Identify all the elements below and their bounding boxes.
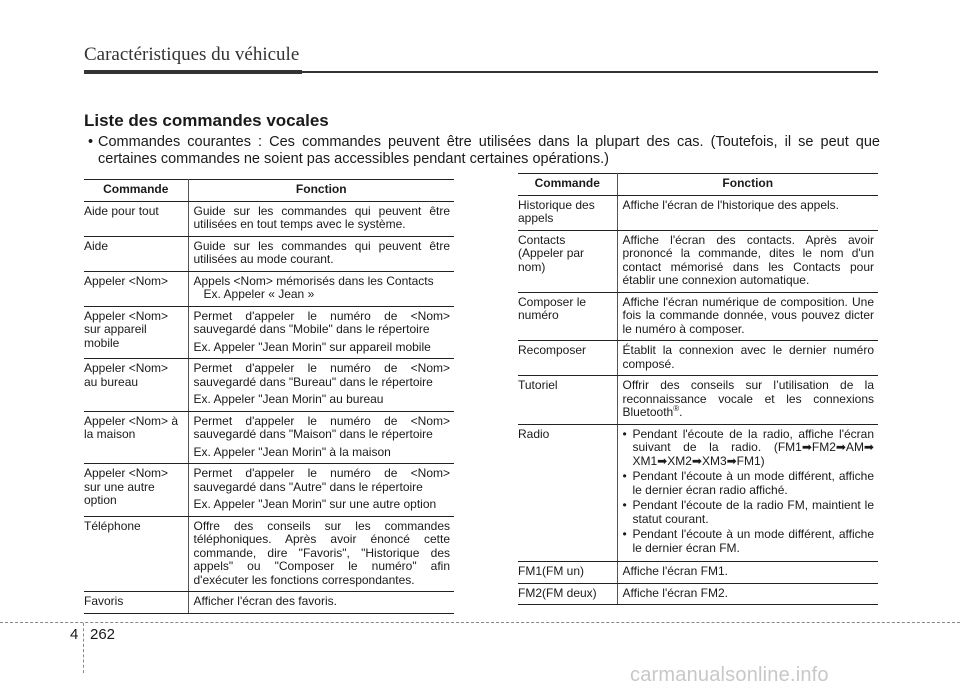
- list-item: [623, 528, 875, 555]
- footer-divider: [0, 622, 960, 623]
- function-cell: [188, 359, 454, 412]
- function-cell: Afficher l'écran des favoris.: [188, 592, 454, 614]
- footer-vertical-divider: [83, 623, 84, 673]
- command-cell: Appeler <Nom> sur une autre option: [84, 464, 188, 517]
- function-cell: Affiche l'écran FM2.: [617, 583, 878, 605]
- function-cell: [617, 424, 878, 562]
- header-function: Fonction: [188, 180, 454, 202]
- table-row: [84, 359, 454, 412]
- function-text-end: .: [679, 405, 683, 419]
- function-cell: [617, 376, 878, 425]
- function-cell: [188, 411, 454, 464]
- command-cell: Téléphone: [84, 516, 188, 592]
- bullet-dot: •: [622, 426, 627, 441]
- function-cell: Affiche l'écran des contacts. Après avoir prononcé la commande, dites le nom d'un contact mémorisé dans les Contacts pour établir une connexion automatique.: [617, 230, 878, 292]
- command-cell: Radio: [518, 424, 617, 562]
- command-cell: Aide: [84, 236, 188, 271]
- command-cell: Appeler <Nom>: [84, 271, 188, 306]
- header-function: Fonction: [617, 174, 878, 196]
- header-underline-thick: [84, 70, 302, 74]
- function-cell: [188, 271, 454, 306]
- intro-paragraph: [88, 134, 880, 168]
- table-row: [84, 306, 454, 359]
- function-text: Permet d'appeler le numéro de <Nom> sauvegardé dans "Autre" dans le répertoire: [193, 466, 450, 494]
- command-cell: Favoris: [84, 592, 188, 614]
- table-row: [84, 271, 454, 306]
- function-cell: Établit la connexion avec le dernier numéro composé.: [617, 341, 878, 376]
- function-example: Ex. Appeler "Jean Morin" à la maison: [193, 444, 391, 459]
- command-cell: Tutoriel: [518, 376, 617, 425]
- intro-text: Commandes courantes : Ces commandes peuvent être utilisées dans la plupart des cas. (Toutefois, il se peut que certaines commandes ne soient pas accessibles pendant certaines opérations.): [98, 134, 880, 167]
- bullet-dot: •: [622, 527, 627, 541]
- command-cell: Appeler <Nom> à la maison: [84, 411, 188, 464]
- list-item-text: Pendant l'écoute à un mode différent, affiche le dernier écran FM.: [632, 527, 874, 555]
- command-cell: Composer le numéro: [518, 292, 617, 341]
- command-cell: FM1(FM un): [518, 562, 617, 584]
- command-cell: Appeler <Nom> sur appareil mobile: [84, 306, 188, 359]
- table-row: [84, 464, 454, 517]
- function-text: Permet d'appeler le numéro de <Nom> sauvegardé dans "Bureau" dans le répertoire: [193, 361, 450, 389]
- bullet-dot: •: [622, 498, 627, 512]
- header-command: Commande: [518, 174, 617, 196]
- list-item-text: Pendant l'écoute de la radio FM, maintient le statut courant.: [632, 498, 874, 526]
- table-row: [518, 424, 878, 562]
- function-text: Permet d'appeler le numéro de <Nom> sauvegardé dans "Maison" dans le répertoire: [193, 413, 450, 441]
- function-example: Ex. Appeler « Jean »: [203, 287, 315, 301]
- page-number: 262: [90, 626, 116, 643]
- function-text: Appels <Nom> mémorisés dans les Contacts: [193, 273, 434, 288]
- function-example: Ex. Appeler "Jean Morin" sur appareil mobile: [193, 339, 431, 354]
- table-row: [84, 516, 454, 592]
- watermark: carmanualsonline.info: [630, 664, 829, 686]
- bullet-dot: •: [622, 469, 627, 483]
- function-cell: [188, 464, 454, 517]
- command-cell: FM2(FM deux): [518, 583, 617, 605]
- table-row: [84, 201, 454, 236]
- table-header-row: [84, 180, 454, 202]
- table-header-row: [518, 174, 878, 196]
- header-title: Caractéristiques du véhicule: [84, 44, 300, 65]
- function-cell: Offre des conseils sur les commandes téléphoniques. Après avoir énoncé cette commande, dire "Favoris", "Historique des appels" ou "Composer le numéro" afin d'exécuter les fonctions correspondantes.: [188, 516, 454, 592]
- list-item-text: Pendant l'écoute à un mode différent, affiche le dernier écran radio affiché.: [632, 469, 874, 497]
- table-row: [84, 411, 454, 464]
- command-cell: Recomposer: [518, 341, 617, 376]
- section-title: Liste des commandes vocales: [84, 111, 329, 130]
- function-example: Ex. Appeler "Jean Morin" au bureau: [193, 392, 384, 406]
- command-cell: Historique des appels: [518, 195, 617, 230]
- table-row: [518, 341, 878, 376]
- header-underline-thin: [302, 71, 878, 73]
- table-row: [518, 376, 878, 425]
- list-item: [623, 428, 875, 469]
- function-cell: Guide sur les commandes qui peuvent être utilisées en tout temps avec le système.: [188, 201, 454, 236]
- table-row: [518, 562, 878, 584]
- function-text: Offrir des conseils sur l’utilisation de la reconnaissance vocale et les connexions Bluetooth: [622, 378, 874, 419]
- intro-bullet: •: [88, 134, 94, 150]
- function-cell: Affiche l'écran FM1.: [617, 562, 878, 584]
- radio-bullet-list: [623, 428, 875, 556]
- table-row: [518, 292, 878, 341]
- function-cell: [188, 306, 454, 359]
- list-item: [623, 499, 875, 526]
- function-example: Ex. Appeler "Jean Morin" sur une autre option: [193, 497, 437, 511]
- list-item: [623, 470, 875, 497]
- table-row: [518, 583, 878, 605]
- function-cell: Guide sur les commandes qui peuvent être utilisées au mode courant.: [188, 236, 454, 271]
- table-row: [84, 592, 454, 614]
- voice-commands-table-right: [518, 173, 878, 605]
- function-cell: Affiche l'écran de l'historique des appels.: [617, 195, 878, 230]
- header-command: Commande: [84, 180, 188, 202]
- registered-mark: ®: [673, 404, 680, 413]
- function-text: Permet d'appeler le numéro de <Nom> sauvegardé dans "Mobile" dans le répertoire: [193, 308, 450, 336]
- command-cell: Aide pour tout: [84, 201, 188, 236]
- table-row: [518, 195, 878, 230]
- voice-commands-table-left: [84, 179, 454, 614]
- list-item-text: Pendant l'écoute de la radio, affiche l'écran suivant de la radio. (FM1➡FM2➡AM➡ XM1➡XM2➡XM3➡FM1): [632, 426, 874, 468]
- table-row: [84, 236, 454, 271]
- command-cell: Appeler <Nom> au bureau: [84, 359, 188, 412]
- chapter-number: 4: [70, 626, 79, 643]
- function-cell: Affiche l'écran numérique de composition. Une fois la commande donnée, vous pouvez dicter le numéro à composer.: [617, 292, 878, 341]
- table-row: [518, 230, 878, 292]
- command-cell: Contacts (Appeler par nom): [518, 230, 617, 292]
